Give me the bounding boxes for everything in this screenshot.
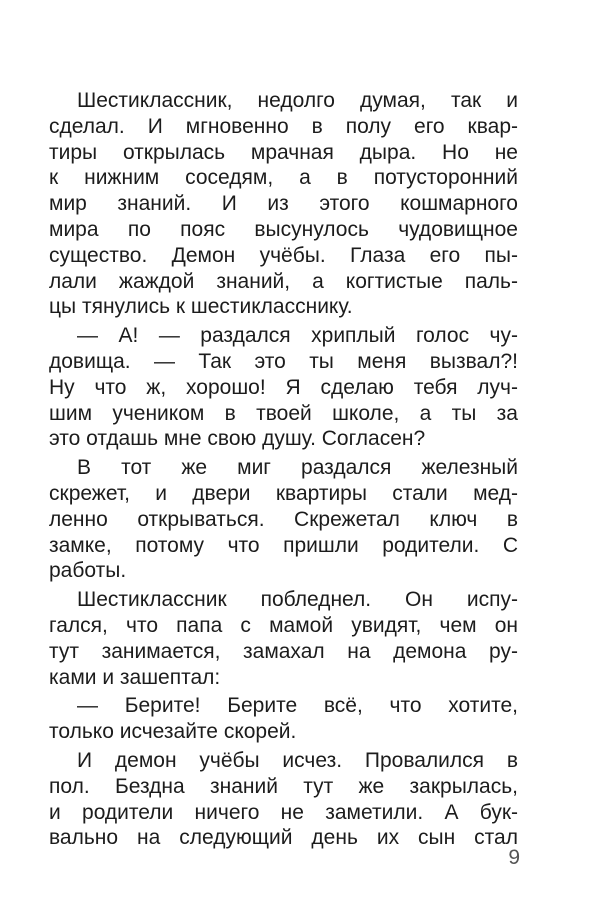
text-line: к нижним соседям, а в потусторонний (49, 166, 518, 190)
text-line: лали жаждой знаний, а когтистые паль- (49, 269, 518, 293)
text-line: тиры открылась мрачная дыра. Но не (49, 140, 518, 164)
text-line: ленно открываться. Скрежетал ключ в (49, 507, 518, 531)
paragraph (49, 323, 518, 452)
paragraph (49, 587, 518, 690)
text-line: Шестиклассник, недолго думая, так и (77, 89, 518, 112)
text-line: только исчезайте скорей. (49, 720, 297, 744)
text-line: существо. Демон учёбы. Глаза его пы- (49, 243, 518, 267)
text-line: мира по пояс высунулось чудовищное (49, 217, 518, 241)
text-line: скрежет, и двери квартиры стали мед- (49, 481, 518, 505)
text-line: пол. Бездна знаний тут же закрылась, (49, 774, 518, 798)
text-line: вально на следующий день их сын стал (49, 826, 518, 850)
text-line: мир знаний. И из этого кошмарного (49, 192, 518, 216)
text-line: работы. (49, 559, 127, 583)
text-line: гался, что папа с мамой увидят, чем он (49, 613, 518, 637)
text-line: Ну что ж, хорошо! Я сделаю тебя луч- (49, 375, 518, 399)
text-line: В тот же миг раздался железный (77, 456, 518, 480)
text-line: сделал. И мгновенно в полу его квар- (49, 114, 518, 138)
text-line: замке, потому что пришли родители. С (49, 533, 518, 557)
text-line: шим учеником в твоей школе, а ты за (49, 401, 518, 425)
text-line: довища. — Так это ты меня вызвал?! (49, 349, 518, 373)
paragraph (49, 693, 518, 745)
text-line: тут занимается, замахал на демона ру- (49, 639, 518, 663)
page-number: 9 (508, 846, 520, 869)
text-line: цы тянулись к шестикласснику. (49, 295, 353, 319)
text-line: — Берите! Берите всё, что хотите, (77, 694, 518, 718)
text-line: и родители ничего не заметили. А бук- (49, 800, 518, 824)
paragraph (49, 455, 518, 584)
paragraph (49, 88, 518, 320)
body-text (49, 88, 518, 854)
paragraph (49, 748, 518, 851)
text-line: Шестиклассник побледнел. Он испу- (77, 588, 518, 612)
text-line: это отдашь мне свою душу. Согласен? (49, 427, 426, 451)
text-line: И демон учёбы исчез. Провалился в (77, 748, 518, 772)
text-line: — А! — раздался хриплый голос чу- (77, 324, 518, 348)
text-line: ками и зашептал: (49, 665, 221, 689)
